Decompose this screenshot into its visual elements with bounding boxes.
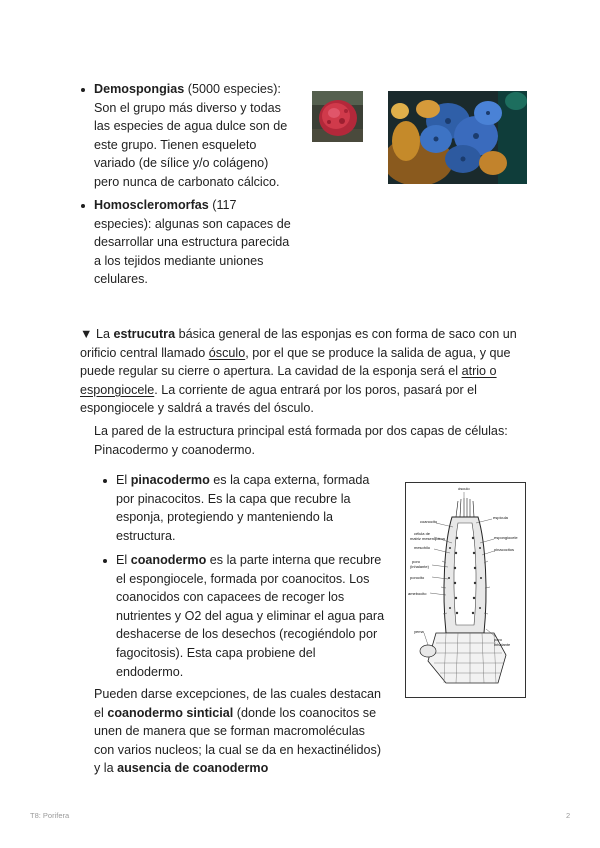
- excepciones-paragraph: Pueden darse excepciones, de las cuales destacan el coanodermo sinticial (donde los coanocitos se unen de manera que se forman macromoléculas con varios nucleos; la cual se da en hexactinélidos) y la ausencia de coanodermo: [94, 687, 382, 776]
- homoscleromorfas-text: Homoscleromorfas (117 especies): algunas son capaces de desarrollar una estructura parecida a los tejidos mediante uniones celulares.: [94, 198, 291, 287]
- osculo-term: ósculo: [208, 345, 246, 360]
- demospongias-text: Demospongias (5000 especies): Son el grupo más diverso y todas las especies de agua dulce son de este grupo. Tienen esqueleto variado (de sílice y/o colágeno) pero nunca de carbonato cálcico.: [94, 82, 288, 189]
- toggle-triangle-icon[interactable]: ▼: [80, 327, 93, 341]
- estructura-toggle-block: [80, 325, 530, 418]
- label-mesohilo: mesohilo: [414, 545, 431, 550]
- label-osculo: ósculo: [458, 486, 470, 491]
- pared-paragraph: La pared de la estructura principal está formada por dos capas de células: Pinacodermo y coanodermo.: [94, 424, 508, 457]
- label-yema: yema: [414, 629, 424, 634]
- label-poro-ins: (inhalante): [410, 564, 429, 569]
- atrio-term: atrio o espongiocele: [80, 364, 497, 397]
- label-poro-2: poro: [494, 637, 503, 642]
- red-sponge-photo: [312, 91, 363, 142]
- coanodermo-text: El coanodermo es la parte interna que recubre el espongiocele, formada por coanocitos. Los coanocidos con capacees de recoger los nutrientes y O2 del agua y eliminar el agua para deshacerse de los desechos (recogiéndolo por fagocitosis). Esta capa probiene del endodermo.: [116, 553, 385, 679]
- label-espongiocele: espongiocele: [494, 535, 518, 540]
- label-celula: célula de: [414, 531, 431, 536]
- label-poro: poro: [412, 559, 421, 564]
- bullet-dot: [103, 559, 107, 563]
- label-coanocito: coanocito: [420, 519, 438, 524]
- pinacodermo-text: El pinacodermo es la capa externa, formada por pinacocitos. Es la capa que recubre la esponja, protegiendo y manteniendo la estructura.: [116, 473, 370, 543]
- osculo-spicules: [456, 498, 474, 517]
- demospongias-term: Demospongias: [94, 82, 185, 96]
- label-pinacocitos: pinacocitos: [494, 547, 515, 552]
- label-poro-2b: inhalante: [494, 642, 511, 647]
- bullet-demospongias: [78, 80, 293, 192]
- footer-title: T8: Porifera: [30, 811, 70, 820]
- sponge-structure-diagram: [405, 482, 526, 698]
- bullet-homoscleromorfas: [78, 196, 293, 289]
- bullet-dot: [103, 479, 107, 483]
- excepciones-paragraph-block: [94, 685, 384, 778]
- page-number: 2: [566, 811, 571, 820]
- label-celula-2: matriz mesenquima: [410, 536, 445, 541]
- label-amebocito: amebocito: [408, 591, 427, 596]
- reef-sponges-photo: [388, 91, 527, 184]
- bullet-pinacodermo: [100, 471, 380, 545]
- yema-shape: [420, 645, 436, 657]
- label-porocito: porocito: [410, 575, 425, 580]
- pared-paragraph-block: [94, 422, 530, 459]
- bullet-coanodermo: [100, 551, 385, 681]
- homoscleromorfas-term: Homoscleromorfas: [94, 198, 209, 212]
- bullet-dot: [81, 88, 85, 92]
- label-espicula: espícula: [493, 515, 508, 520]
- bullet-dot: [81, 204, 85, 208]
- estructura-paragraph: ▼ La estrucutra básica general de las esponjas es con forma de saco con un orificio central llamado ósculo, por el que se produce la salida de agua, y que puede regular su cierre o apertura. La cavidad de la esponja será el atrio o espongiocele. La corriente de agua entrará por los poros, pasará por el espongiocele y saldrá a través del ósculo.: [80, 327, 517, 416]
